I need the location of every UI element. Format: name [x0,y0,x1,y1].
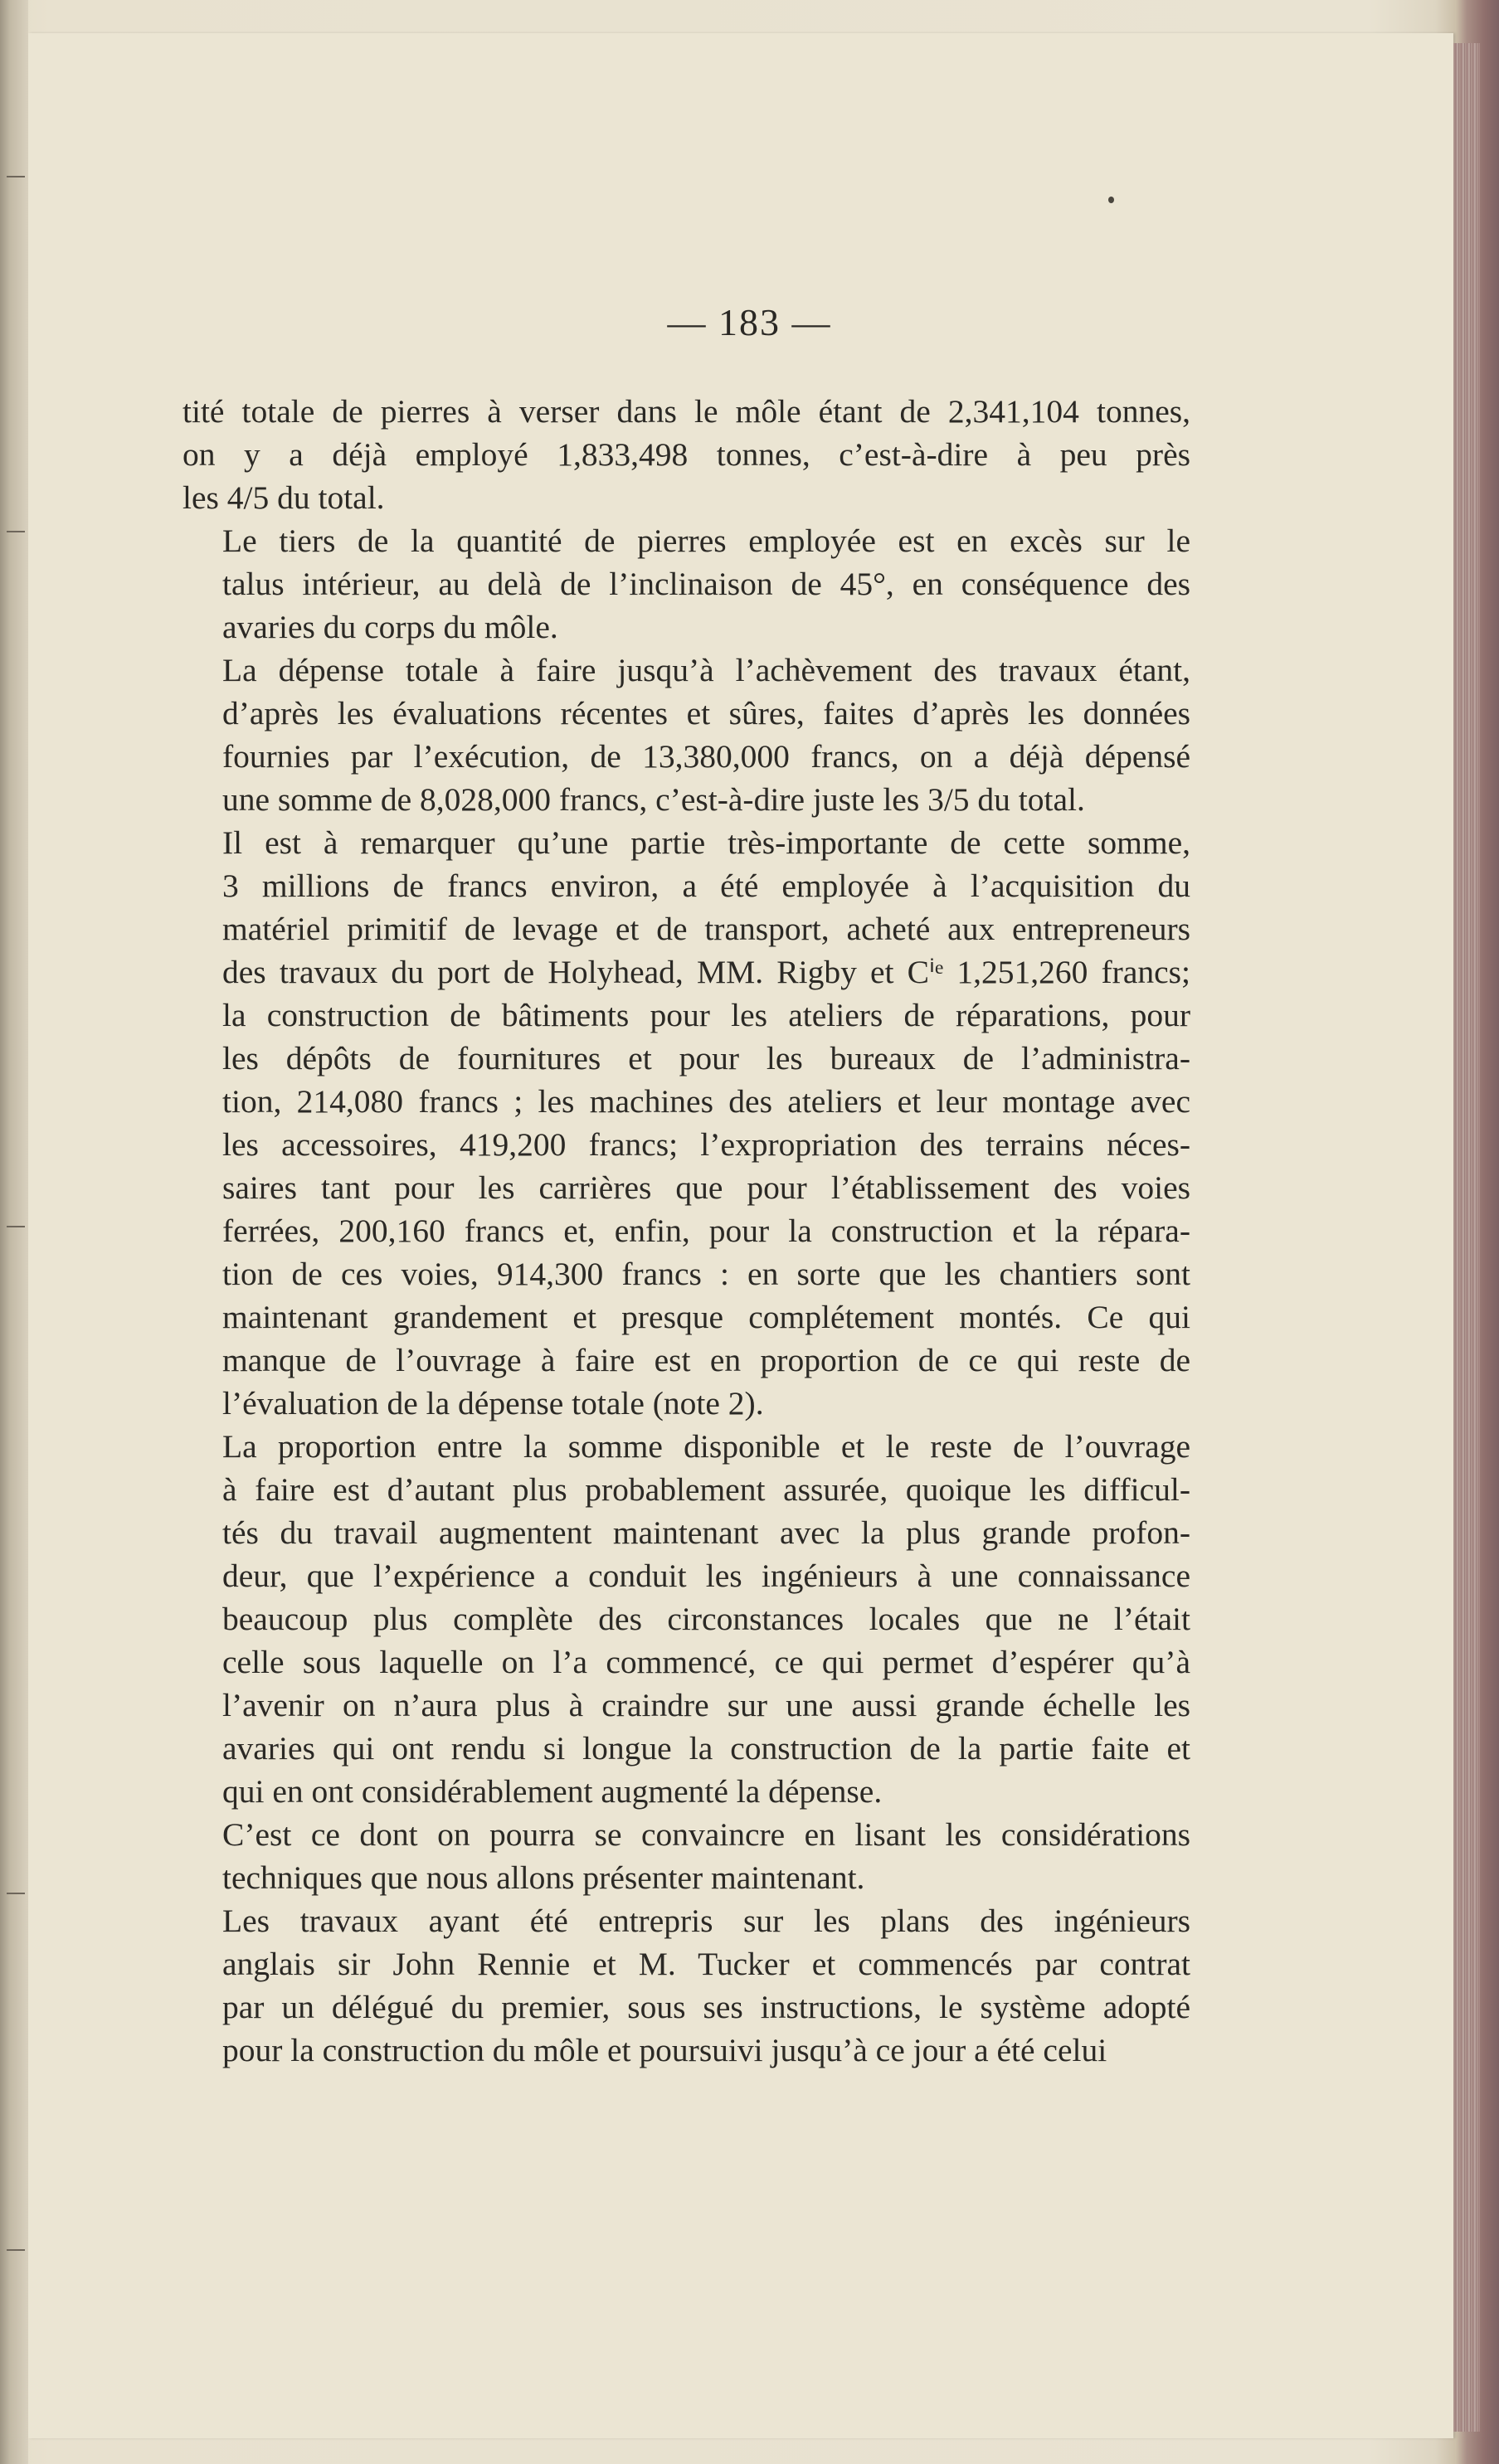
text-line: tion, 214,080 francs ; les machines des ateliers et leur montage avec [222,1083,1190,1120]
text-line: l’évaluation de la dépense totale (note 2). [222,1385,764,1422]
binding-mark [7,1226,25,1227]
text-line: beaucoup plus complète des circonstances locales que ne l’était [222,1601,1190,1637]
paragraph [183,1425,1190,1813]
paragraph [183,1813,1190,1899]
text-line: la construction de bâtiments pour les ateliers de réparations, pour [222,997,1190,1033]
text-line: Il est à remarquer qu’une partie très-importante de cette somme, [222,824,1190,861]
paragraph [183,821,1190,1425]
ink-speck [1108,197,1114,203]
binding-mark [7,1893,25,1894]
text-line: l’avenir on n’aura plus à craindre sur une aussi grande échelle les [222,1687,1190,1723]
text-line: tion de ces voies, 914,300 francs : en sorte que les chantiers sont [222,1256,1190,1292]
text-line: les accessoires, 419,200 francs; l’expropriation des terrains néces- [222,1126,1190,1163]
paragraph [183,519,1190,649]
text-line: qui en ont considérablement augmenté la dépense. [222,1773,883,1810]
text-line: des travaux du port de Holyhead, MM. Rigby et Cⁱᵉ 1,251,260 francs; [222,954,1190,990]
page-stack-edge [1453,43,1480,2432]
text-line: les 4/5 du total. [183,479,385,516]
text-line: avaries du corps du môle. [222,609,558,645]
text-line: d’après les évaluations récentes et sûres, faites d’après les données [222,695,1190,731]
text-line: 3 millions de francs environ, a été employée à l’acquisition du [222,868,1190,904]
paragraph [183,649,1190,821]
text-line: à faire est d’autant plus probablement assurée, quoique les difficul- [222,1471,1190,1508]
text-line: pour la construction du môle et poursuivi jusqu’à ce jour a été celui [222,2032,1107,2068]
text-line: matériel primitif de levage et de transport, acheté aux entrepreneurs [222,911,1190,947]
text-line: La dépense totale à faire jusqu’à l’achèvement des travaux étant, [222,652,1190,688]
text-line: on y a déjà employé 1,833,498 tonnes, c’est-à-dire à peu près [183,436,1190,473]
text-line: maintenant grandement et presque complétement montés. Ce qui [222,1299,1190,1335]
text-line: tés du travail augmentent maintenant avec la plus grande profon- [222,1514,1190,1551]
text-line: anglais sir John Rennie et M. Tucker et commencés par contrat [222,1946,1190,1982]
text-line: fournies par l’exécution, de 13,380,000 francs, on a déjà dépensé [222,738,1190,775]
text-line: Le tiers de la quantité de pierres employée est en excès sur le [222,522,1190,559]
text-line: ferrées, 200,160 francs et, enfin, pour la construction et la répara- [222,1213,1190,1249]
spine-edge [0,0,28,2464]
text-line: C’est ce dont on pourra se convaincre en lisant les considérations [222,1816,1190,1853]
text-line: talus intérieur, au delà de l’inclinaison de 45°, en conséquence des [222,566,1190,602]
body-text [183,390,1190,2072]
paragraph [183,390,1190,519]
text-line: les dépôts de fournitures et pour les bureaux de l’administra- [222,1040,1190,1076]
binding-mark [7,531,25,532]
text-line: tité totale de pierres à verser dans le môle étant de 2,341,104 tonnes, [183,393,1190,430]
text-line: par un délégué du premier, sous ses instructions, le système adopté [222,1989,1190,2025]
text-line: saires tant pour les carrières que pour l’établissement des voies [222,1169,1190,1206]
text-line: Les travaux ayant été entrepris sur les plans des ingénieurs [222,1903,1190,1939]
paragraph [183,1899,1190,2072]
text-line: avaries qui ont rendu si longue la construction de la partie faite et [222,1730,1190,1767]
text-line: manque de l’ouvrage à faire est en proportion de ce qui reste de [222,1342,1190,1378]
binding-mark [7,2249,25,2251]
text-line: La proportion entre la somme disponible et le reste de l’ouvrage [222,1428,1190,1465]
text-line: techniques que nous allons présenter maintenant. [222,1859,865,1896]
page-number: — 183 — [667,301,832,343]
binding-mark [7,176,25,177]
text-line: une somme de 8,028,000 francs, c’est-à-dire juste les 3/5 du total. [222,781,1085,818]
text-line: deur, que l’expérience a conduit les ingénieurs à une connaissance [222,1558,1190,1594]
text-line: celle sous laquelle on l’a commencé, ce qui permet d’espérer qu’à [222,1644,1190,1680]
